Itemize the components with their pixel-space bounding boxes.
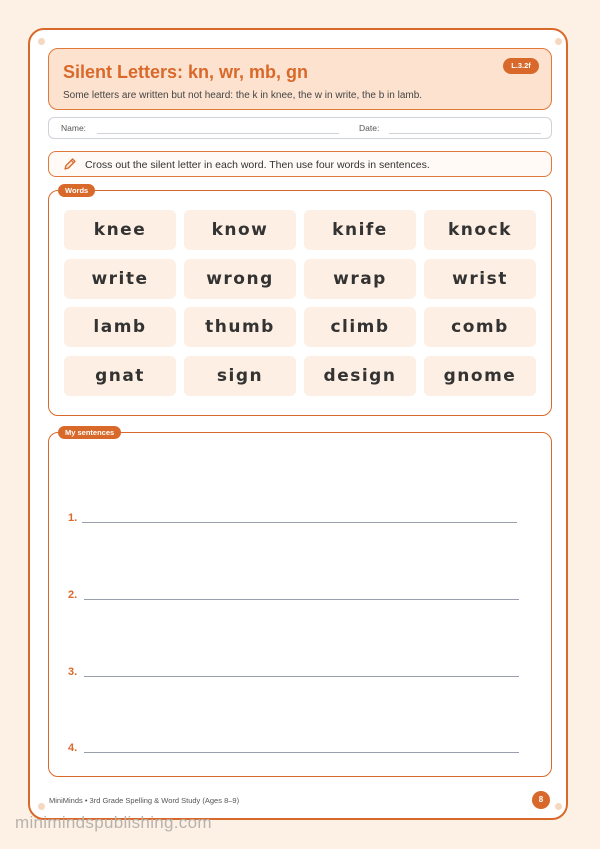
word-gnat: gnat: [64, 356, 176, 396]
page-subtitle: Some letters are written but not heard: the k in knee, the w in write, the b in lamb.: [63, 90, 423, 101]
word-comb: comb: [424, 307, 536, 347]
title-header: [48, 48, 552, 110]
word-know: know: [184, 210, 296, 250]
corner-dot-top-left: [38, 38, 45, 45]
word-climb: climb: [304, 307, 416, 347]
sentences-tag: My sentences: [58, 426, 121, 439]
page-title: Silent Letters: kn, wr, mb, gn: [63, 62, 309, 82]
word-sign: sign: [184, 356, 296, 396]
name-label: Name:: [61, 123, 87, 133]
corner-dot-bottom-right: [555, 803, 562, 810]
page-number-badge: 8: [532, 791, 550, 809]
sentence-line-1[interactable]: [82, 522, 517, 523]
date-field[interactable]: [389, 133, 541, 134]
sentence-line-2[interactable]: [84, 599, 519, 600]
sentence-line-3[interactable]: [84, 676, 519, 677]
instructions-text: Cross out the silent letter in each word. Then use four words in sentences.: [85, 159, 430, 171]
word-wrist: wrist: [424, 259, 536, 299]
standard-badge: L.3.2f: [503, 58, 539, 74]
word-wrong: wrong: [184, 259, 296, 299]
word-gnome: gnome: [424, 356, 536, 396]
word-write: write: [64, 259, 176, 299]
word-lamb: lamb: [64, 307, 176, 347]
word-knife: knife: [304, 210, 416, 250]
name-field[interactable]: [97, 133, 339, 134]
corner-dot-top-right: [555, 38, 562, 45]
words-tag: Words: [58, 184, 95, 197]
sentences-panel: [48, 432, 552, 777]
word-thumb: thumb: [184, 307, 296, 347]
watermark: minimindspublishing.com: [15, 813, 212, 832]
word-knee: knee: [64, 210, 176, 250]
sentence-number-1: 1.: [68, 512, 78, 524]
word-design: design: [304, 356, 416, 396]
corner-dot-bottom-left: [38, 803, 45, 810]
word-wrap: wrap: [304, 259, 416, 299]
word-knock: knock: [424, 210, 536, 250]
sentence-line-4[interactable]: [84, 752, 519, 753]
instructions-bar: [48, 151, 552, 177]
sentence-number-3: 3.: [68, 666, 78, 678]
sentence-number-2: 2.: [68, 589, 78, 601]
sentence-number-4: 4.: [68, 742, 78, 754]
footer-text: MiniMinds • 3rd Grade Spelling & Word Study (Ages 8–9): [49, 796, 240, 805]
name-date-bar: [48, 117, 552, 139]
date-label: Date:: [359, 123, 380, 133]
pencil-icon: [63, 157, 77, 171]
